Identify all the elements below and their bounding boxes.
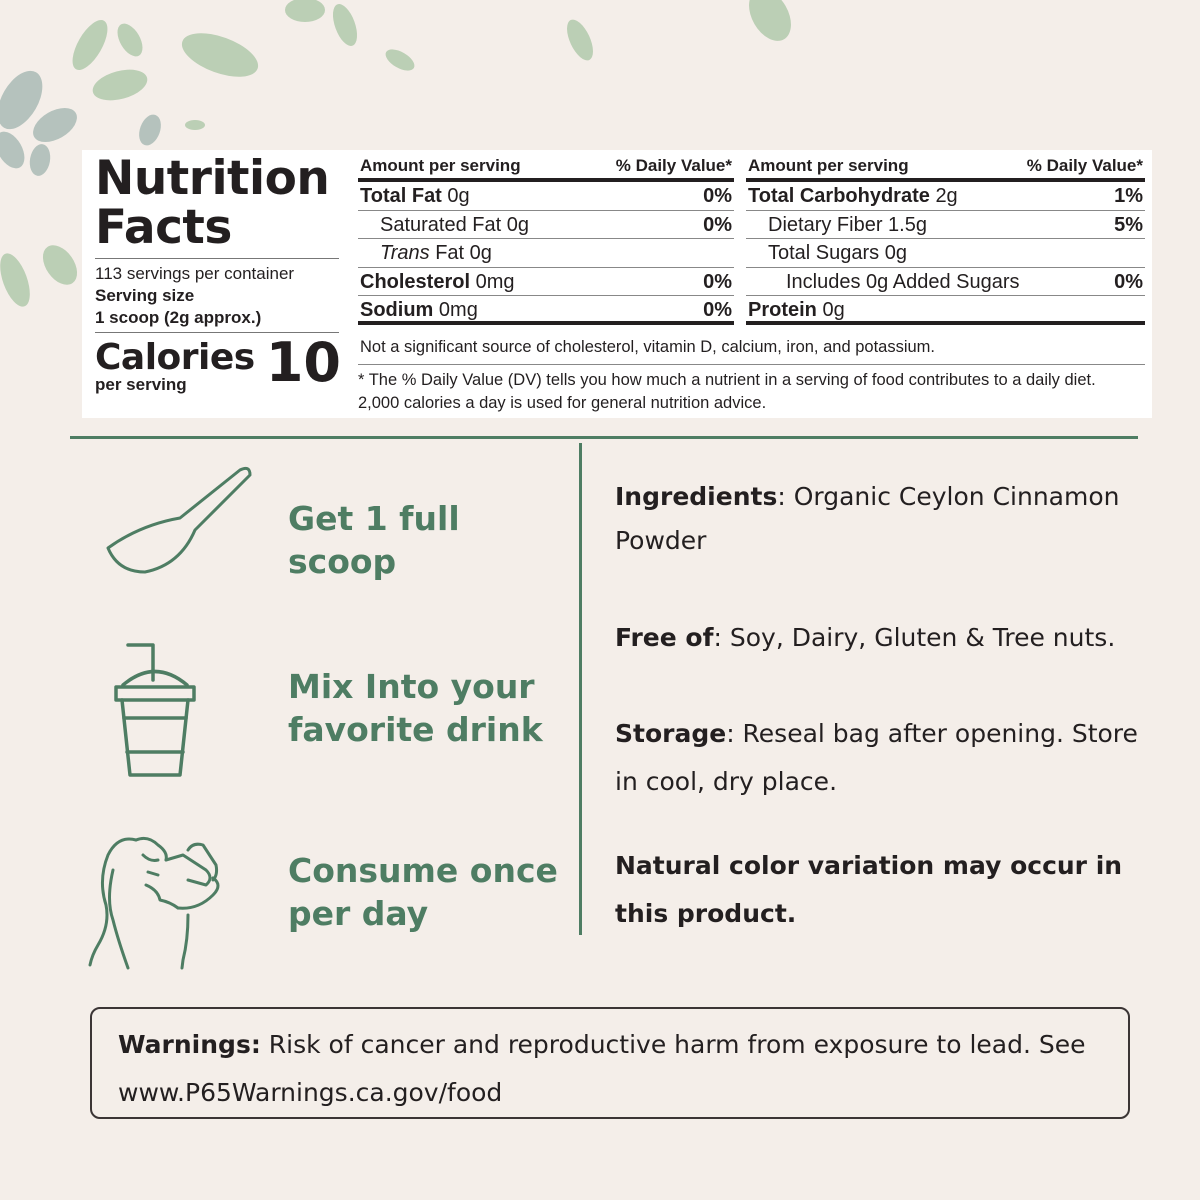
warning-label: Warnings: <box>118 1030 261 1059</box>
nutrient-row-cholesterol <box>358 268 734 297</box>
section-divider <box>70 436 1138 439</box>
nutrient-name: Includes 0g Added Sugars <box>786 270 1020 293</box>
color-variation-note <box>615 842 1155 938</box>
nutrition-footnote: Not a significant source of cholesterol, vitamin D, calcium, iron, and potassium. <box>358 335 1145 365</box>
nutrient-row-sodium <box>358 296 734 325</box>
step-mix-text <box>288 665 578 751</box>
nutrient-dv: 0% <box>703 299 732 322</box>
nutrient-name: Dietary Fiber <box>768 213 883 236</box>
storage-info <box>615 710 1155 806</box>
step-scoop-text: Get 1 full scoop <box>288 499 460 581</box>
nutrient-amount: 0g <box>884 242 907 265</box>
step-consume-text: Consume once per day <box>288 851 558 933</box>
nutrient-row-dietary-fiber <box>746 211 1145 240</box>
nutrient-dv: 1% <box>1114 185 1143 207</box>
drink-cup-icon <box>108 640 203 780</box>
storage-value: : Reseal bag after opening. Store in cool, dry place. <box>615 719 1138 796</box>
calories-sub-label: per serving <box>95 375 187 394</box>
amount-header: Amount per serving <box>360 156 521 175</box>
free-of-label: Free of <box>615 623 714 652</box>
nutrient-amount: 2g <box>935 185 958 207</box>
nutrient-amount: 1.5g <box>888 213 927 236</box>
nutrition-title-line1: Nutrition <box>95 151 330 206</box>
nutrient-name: Total Carbohydrate <box>748 185 930 207</box>
step-mix-label: Mix Into your favorite drink <box>288 667 543 749</box>
daily-value-header: % Daily Value* <box>1026 156 1143 175</box>
nutrient-column-left <box>358 150 734 325</box>
ingredients-info <box>615 475 1155 563</box>
color-variation-text: Natural color variation may occur in this product. <box>615 851 1123 928</box>
storage-label: Storage <box>615 719 727 748</box>
nutrient-row-saturated-fat <box>358 211 734 240</box>
nutrient-name: Protein <box>748 299 817 322</box>
nutrient-row-protein <box>746 296 1145 325</box>
nutrient-dv: 5% <box>1114 213 1143 236</box>
free-of-info <box>615 616 1155 660</box>
nutrient-name: Cholesterol <box>360 270 471 293</box>
servings-per-container: 113 servings per container <box>95 264 295 283</box>
nutrition-title-line2: Facts <box>95 200 232 255</box>
nutrient-row-trans-fat <box>358 239 734 268</box>
nutrient-name: Trans <box>380 242 430 265</box>
nutrient-dv: 0% <box>703 185 732 207</box>
divider <box>95 258 339 259</box>
nutrient-amount: 0mg <box>475 270 515 293</box>
warning-box <box>90 1007 1130 1119</box>
nutrient-name: Sodium <box>360 299 434 322</box>
nutrient-dv: 0% <box>1114 270 1143 293</box>
nutrient-dv: 0% <box>703 213 732 236</box>
serving-size-value: 1 scoop (2g approx.) <box>95 308 262 327</box>
nutrient-amount: 0g <box>822 299 845 322</box>
daily-value-header: % Daily Value* <box>615 156 732 175</box>
calories-row <box>95 331 341 399</box>
nutrition-title <box>95 151 339 255</box>
column-divider <box>579 443 582 935</box>
ingredients-label: Ingredients <box>615 482 778 511</box>
nutrient-dv: 0% <box>703 270 732 293</box>
nutrition-header-block <box>95 151 341 399</box>
nutrient-row-total-fat <box>358 182 734 211</box>
amount-header: Amount per serving <box>748 156 909 175</box>
person-drinking-icon <box>88 830 228 970</box>
nutrient-amount: 0mg <box>438 299 478 322</box>
calories-value: 10 <box>265 331 341 394</box>
ingredients-value: : Organic Ceylon Cinnamon Powder <box>615 482 1120 555</box>
nutrient-name: Total Fat <box>360 185 442 207</box>
nutrient-amount: Fat 0g <box>435 242 492 265</box>
daily-value-footnote: * The % Daily Value (DV) tells you how much a nutrient in a serving of food contributes to a daily diet. 2,000 calories a day is used for general nutrition advice. <box>358 371 1096 412</box>
column-header <box>746 150 1145 182</box>
nutrient-amount: 0g <box>506 213 529 236</box>
column-header <box>358 150 734 182</box>
nutrient-row-added-sugars <box>746 268 1145 297</box>
nutrient-row-total-sugars <box>746 239 1145 268</box>
nutrient-name: Saturated Fat <box>380 213 502 236</box>
warning-text: Risk of cancer and reproductive harm from exposure to lead. See www.P65Warnings.ca.gov/food <box>118 1030 1086 1107</box>
serving-size-label: Serving size <box>95 286 195 305</box>
nutrient-name: Total Sugars <box>768 242 880 265</box>
nutrition-facts-panel <box>82 150 1152 418</box>
nutrient-column-right <box>746 150 1145 325</box>
calories-label: Calories <box>95 337 255 378</box>
nutrient-amount: 0g <box>447 185 470 207</box>
scoop-icon <box>100 460 260 580</box>
nutrient-row-total-carbohydrate <box>746 182 1145 211</box>
free-of-value: : Soy, Dairy, Gluten & Tree nuts. <box>713 623 1116 652</box>
